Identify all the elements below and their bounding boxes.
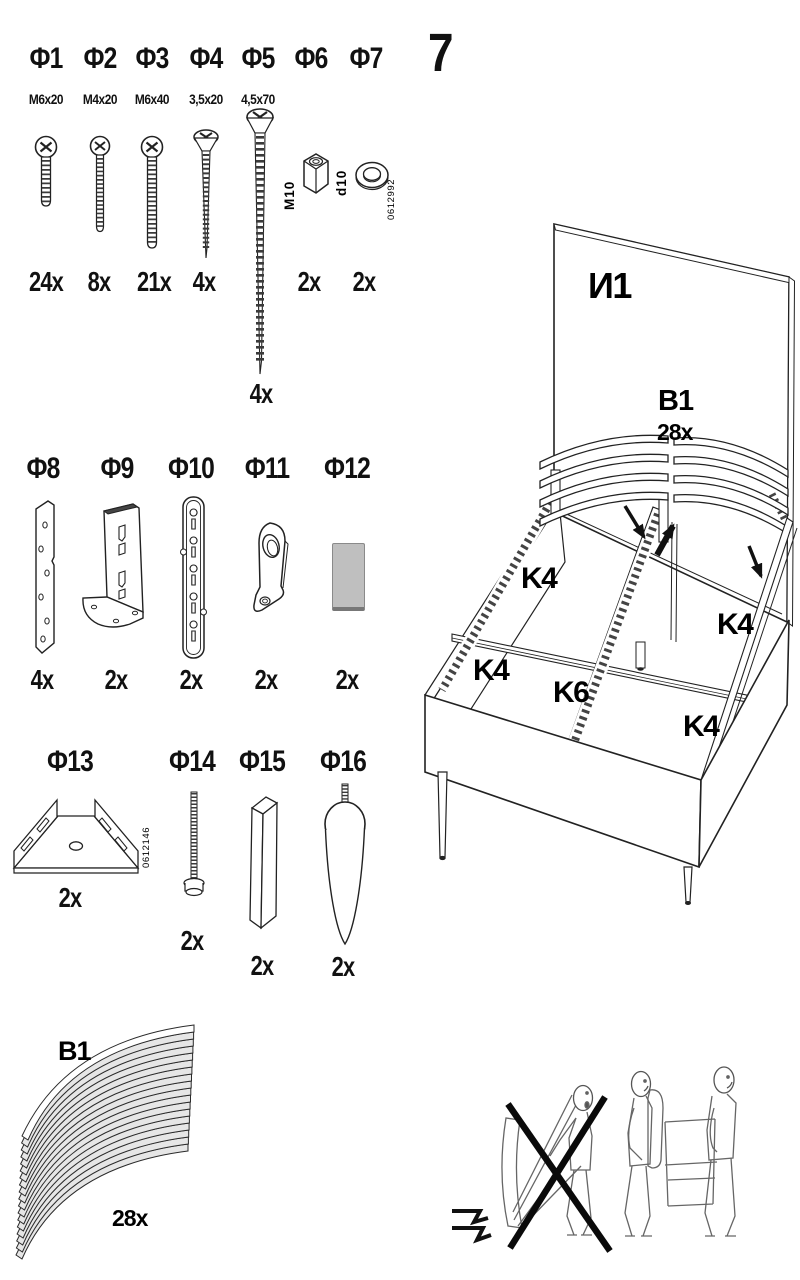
part-qty: 2x <box>352 266 376 297</box>
slat-stack-qty: 28x <box>112 1205 148 1231</box>
part-qty: 2x <box>331 951 355 982</box>
part-label: Ф7 <box>349 42 383 75</box>
correct-carrying-figures <box>625 1067 736 1236</box>
rail-label-k4: K4 <box>683 710 719 743</box>
page-number: 7 <box>428 23 454 83</box>
part-spec: M4x20 <box>82 92 118 107</box>
wood-screw-icon <box>186 128 226 268</box>
part-label: Ф16 <box>320 745 366 778</box>
felt-pad-icon <box>332 543 365 611</box>
part-qty: 4x <box>30 664 54 695</box>
part-qty: 24x <box>28 266 64 297</box>
bed-slats-qty: 28x <box>657 419 693 445</box>
part-label: Ф3 <box>135 42 169 75</box>
l-bracket-icon <box>78 500 152 640</box>
round-leg-icon <box>322 778 368 952</box>
flat-bracket-icon <box>28 497 62 659</box>
part-qty: 2x <box>297 266 321 297</box>
carrying-pictogram <box>450 1048 800 1276</box>
part-qty: 2x <box>250 950 274 981</box>
corner-bracket-icon <box>8 782 154 884</box>
long-wood-screw-icon <box>238 106 282 382</box>
pan-head-screw-icon <box>24 136 68 216</box>
part-spec: 3,5x20 <box>189 92 223 107</box>
pan-head-screw-icon <box>130 136 174 256</box>
part-label: Ф14 <box>169 745 215 778</box>
slat-stack-illustration <box>14 1008 234 1278</box>
part-label: Ф2 <box>83 42 117 75</box>
part-qty: 21x <box>136 266 172 297</box>
part-spec: M6x40 <box>134 92 170 107</box>
part-code: 0612146 <box>141 826 152 868</box>
slat-holder-strip-icon <box>174 492 212 667</box>
rail-label-k4: K4 <box>521 562 557 595</box>
part-label: Ф12 <box>324 452 370 485</box>
square-leg-icon <box>243 792 285 940</box>
headboard-label: И1 <box>588 265 631 306</box>
part-label: Ф4 <box>189 42 223 75</box>
part-qty: 2x <box>335 664 359 695</box>
part-label: Ф6 <box>294 42 328 75</box>
part-label: Ф10 <box>168 452 214 485</box>
nut-spec-label: M10 <box>282 180 297 210</box>
washer-spec-label: d10 <box>334 169 349 196</box>
part-qty: 2x <box>180 925 204 956</box>
part-qty: 4x <box>249 378 273 409</box>
part-qty: 8x <box>87 266 111 297</box>
rail-label-k4: K4 <box>473 654 509 687</box>
part-label: Ф5 <box>241 42 275 75</box>
washer-icon <box>334 140 398 226</box>
floor-damage-zigzag <box>452 1211 491 1240</box>
threaded-foot-icon <box>176 786 212 912</box>
part-qty: 4x <box>192 266 216 297</box>
rail-label-k6: K6 <box>553 676 589 709</box>
hex-nut-icon <box>280 148 336 214</box>
part-spec: 4,5x70 <box>241 92 275 107</box>
part-qty: 2x <box>104 664 128 695</box>
bed-assembly-illustration <box>420 210 800 900</box>
part-label: Ф15 <box>239 745 285 778</box>
part-qty: 2x <box>58 882 82 913</box>
tab-bracket-icon <box>246 518 292 620</box>
part-label: Ф1 <box>29 42 63 75</box>
part-label: Ф13 <box>47 745 93 778</box>
slat-stack-label: B1 <box>58 1036 91 1066</box>
part-qty: 2x <box>254 664 278 695</box>
part-label: Ф9 <box>100 452 134 485</box>
rail-label-k4: K4 <box>717 608 753 641</box>
part-code: 0612992 <box>386 178 397 220</box>
part-spec: M6x20 <box>28 92 64 107</box>
part-label: Ф8 <box>26 452 60 485</box>
pan-head-screw-icon <box>80 136 120 240</box>
part-qty: 2x <box>179 664 203 695</box>
part-label: Ф11 <box>244 452 290 485</box>
front-rail <box>425 695 701 867</box>
bed-slats-label: B1 <box>658 385 694 417</box>
